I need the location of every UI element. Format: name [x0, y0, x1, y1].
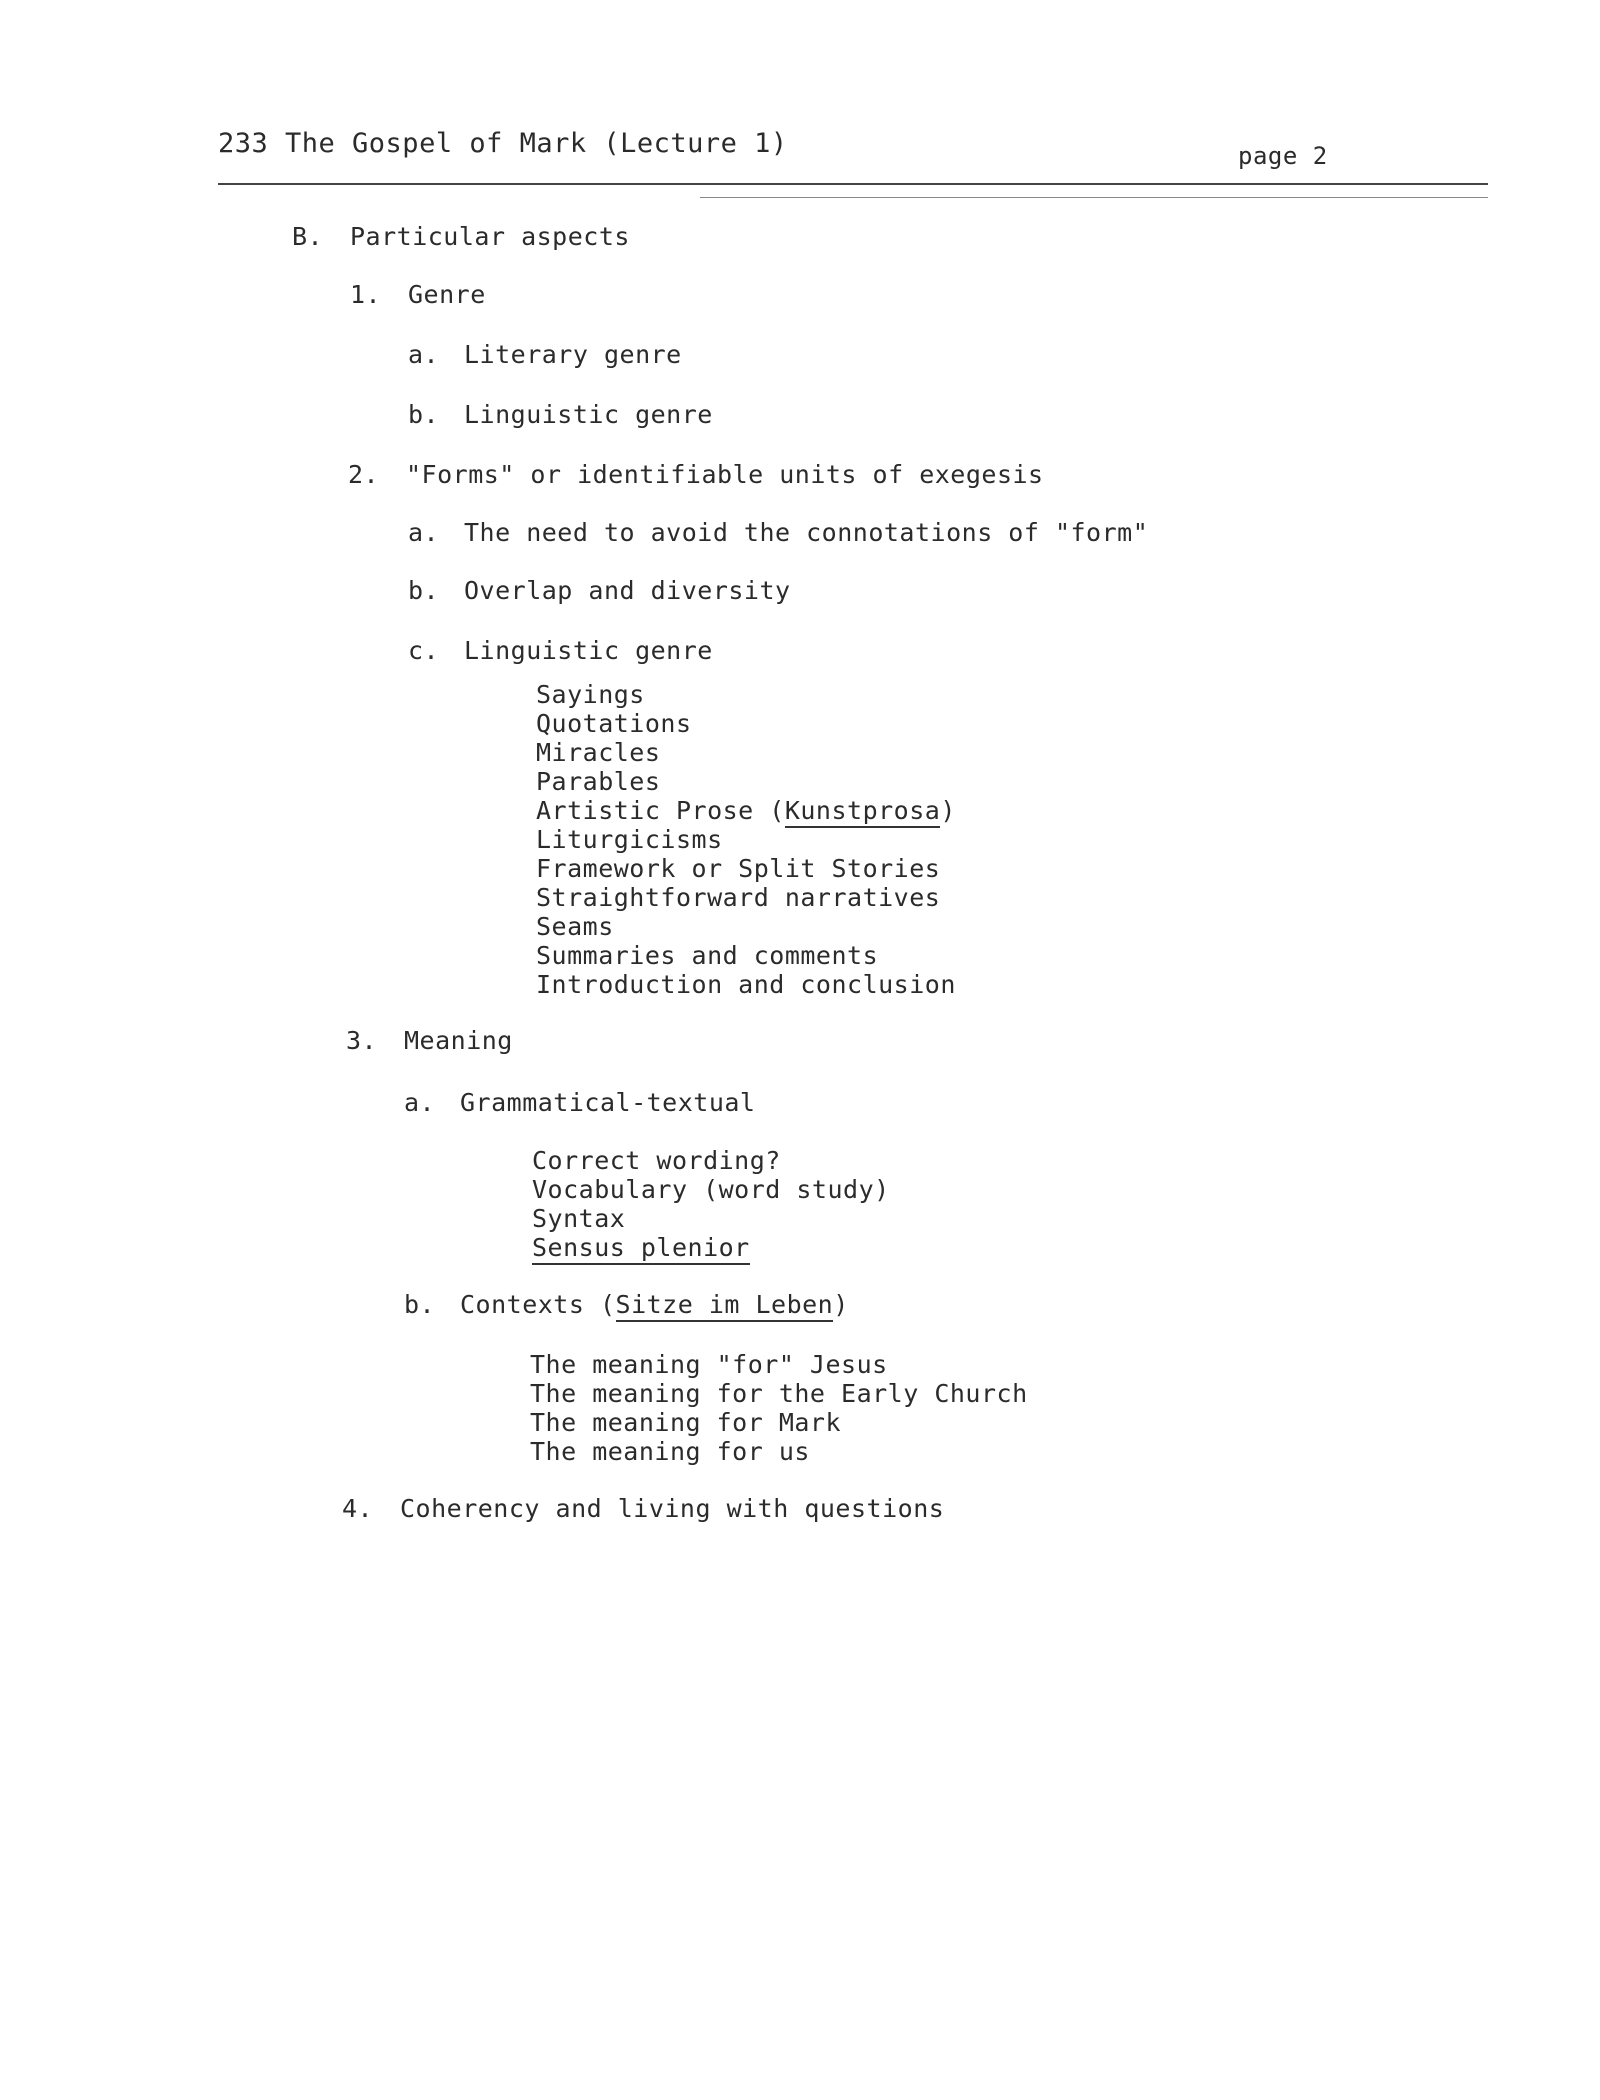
item-1-marker: 1.	[350, 280, 382, 309]
item-3b-marker: b.	[404, 1290, 436, 1319]
item-2a-marker: a.	[408, 518, 440, 547]
list-item	[536, 796, 956, 825]
underlined-term: Kunstprosa	[785, 796, 941, 828]
item-2b-marker: b.	[408, 576, 440, 605]
list-item: Summaries and comments	[536, 941, 879, 970]
list-item: Framework or Split Stories	[536, 854, 941, 883]
item-3a-text: Grammatical-textual	[460, 1088, 756, 1117]
list-item: Miracles	[536, 738, 661, 767]
item-2c-marker: c.	[408, 636, 440, 665]
item-3-heading: Meaning	[404, 1026, 513, 1055]
item-2b-text: Overlap and diversity	[464, 576, 791, 605]
underlined-term: Sitze im Leben	[616, 1290, 834, 1322]
list-item-text: Artistic Prose (	[536, 796, 785, 825]
underlined-term: Sensus plenior	[532, 1233, 750, 1265]
list-item-text: )	[940, 796, 956, 825]
section-b-marker: B.	[292, 222, 324, 251]
list-item	[532, 1233, 890, 1262]
list-item: Vocabulary (word study)	[532, 1175, 890, 1204]
list-item: Correct wording?	[532, 1146, 781, 1175]
header-rule	[218, 183, 1488, 185]
item-2-heading: "Forms" or identifiable units of exegesis	[406, 460, 1044, 489]
list-item: The meaning for the Early Church	[530, 1379, 1028, 1408]
item-2a-text: The need to avoid the connotations of "form"	[464, 518, 1149, 547]
item-1-heading: Genre	[408, 280, 486, 309]
list-item: Liturgicisms	[536, 825, 723, 854]
list-item: Straightforward narratives	[536, 883, 941, 912]
list-item: Parables	[536, 767, 661, 796]
item-1b-text: Linguistic genre	[464, 400, 713, 429]
item-1a-text: Literary genre	[464, 340, 682, 369]
item-3b-text	[460, 1290, 849, 1319]
item-3b-close: )	[833, 1290, 849, 1319]
item-2c-text: Linguistic genre	[464, 636, 713, 665]
item-4-heading: Coherency and living with questions	[400, 1494, 945, 1523]
item-3b-label: Contexts (	[460, 1290, 616, 1319]
grammar-list	[532, 1146, 890, 1262]
item-3-marker: 3.	[346, 1026, 378, 1055]
list-item: Seams	[536, 912, 614, 941]
item-1b-marker: b.	[408, 400, 440, 429]
list-item: Quotations	[536, 709, 692, 738]
section-b-heading: Particular aspects	[350, 222, 630, 251]
context-list	[530, 1350, 1028, 1466]
list-item: The meaning "for" Jesus	[530, 1350, 888, 1379]
page-number: page 2	[1238, 142, 1328, 170]
list-item: Sayings	[536, 680, 645, 709]
page-title: 233 The Gospel of Mark (Lecture 1)	[218, 128, 788, 159]
list-item: The meaning for us	[530, 1437, 810, 1466]
item-2-marker: 2.	[348, 460, 380, 489]
list-item: Syntax	[532, 1204, 626, 1233]
header-rule-secondary	[700, 197, 1488, 198]
item-4-marker: 4.	[342, 1494, 374, 1523]
item-3a-marker: a.	[404, 1088, 436, 1117]
list-item: The meaning for Mark	[530, 1408, 842, 1437]
item-1a-marker: a.	[408, 340, 440, 369]
list-item: Introduction and conclusion	[536, 970, 956, 999]
genre-list	[536, 680, 956, 999]
